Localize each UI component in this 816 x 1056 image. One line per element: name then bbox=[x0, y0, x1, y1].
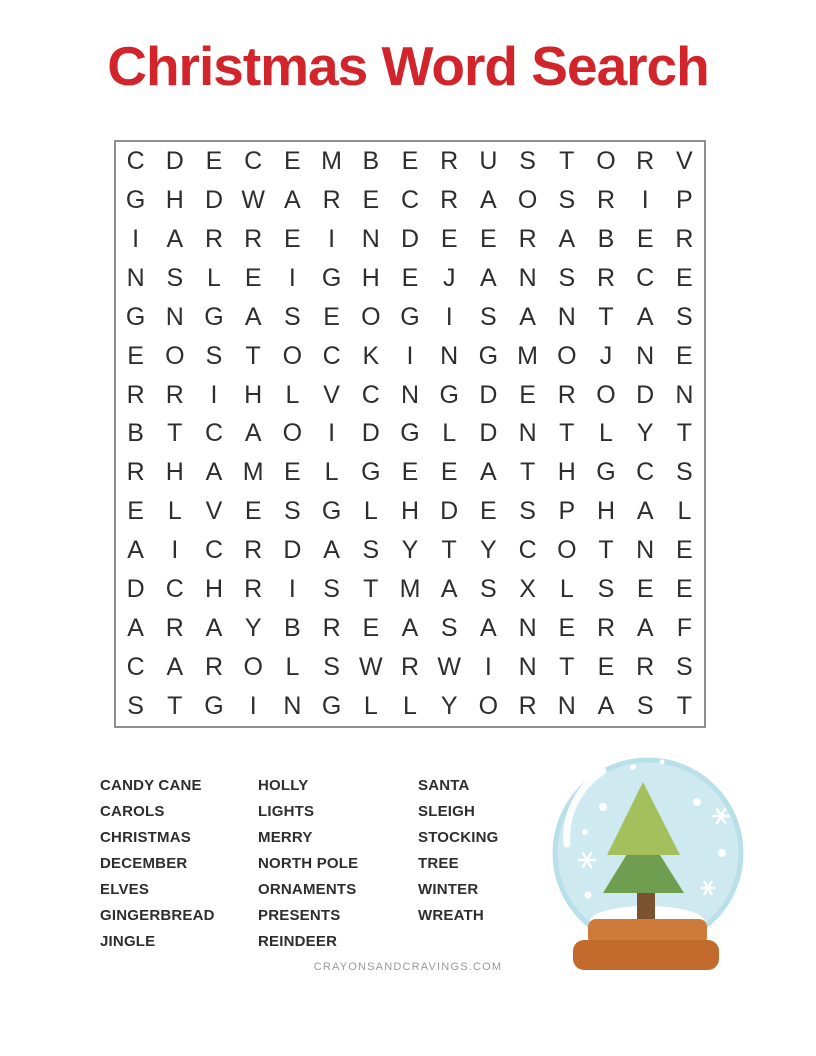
grid-cell: C bbox=[636, 458, 655, 487]
grid-cell: O bbox=[557, 536, 577, 565]
grid-cell: N bbox=[636, 341, 655, 370]
grid-cell: T bbox=[441, 536, 457, 565]
grid-cell: O bbox=[165, 341, 185, 370]
grid-cell: A bbox=[166, 224, 184, 253]
grid-cell: S bbox=[676, 458, 693, 487]
grid-cell: E bbox=[676, 341, 693, 370]
word-list-column bbox=[418, 773, 499, 929]
grid-cell: D bbox=[479, 419, 498, 448]
grid-cell: S bbox=[676, 302, 693, 331]
grid-cell: C bbox=[636, 263, 655, 292]
grid-cell: D bbox=[204, 185, 224, 214]
grid-cell: T bbox=[519, 458, 536, 487]
grid-cell: W bbox=[437, 653, 461, 682]
grid-cell: T bbox=[559, 419, 575, 448]
grid-cell: C bbox=[165, 575, 184, 604]
grid-cell: E bbox=[597, 653, 615, 682]
grid-cell: L bbox=[559, 575, 574, 604]
grid-cell: A bbox=[127, 614, 144, 643]
grid-cell: N bbox=[518, 419, 537, 448]
grid-cell: M bbox=[242, 458, 264, 487]
footer-url: CRAYONSANDCRAVINGS.COM bbox=[313, 961, 503, 973]
grid-cell: O bbox=[557, 341, 577, 370]
word-list-item: ELVES bbox=[100, 881, 150, 898]
grid-cell: A bbox=[205, 458, 223, 487]
word-list-item: SANTA bbox=[418, 777, 470, 794]
grid-cell: T bbox=[363, 575, 379, 604]
grid-cell: O bbox=[478, 692, 499, 721]
word-list-item: PRESENTS bbox=[258, 907, 341, 924]
grid-cell: C bbox=[204, 536, 224, 565]
grid-cell: S bbox=[362, 536, 380, 565]
grid-cell: S bbox=[558, 263, 576, 292]
grid-cell: N bbox=[400, 380, 420, 409]
word-list-item: ORNAMENTS bbox=[258, 881, 357, 898]
grid-cell: L bbox=[207, 263, 221, 292]
word-list-item: DECEMBER bbox=[100, 855, 188, 872]
grid-cell: E bbox=[284, 146, 301, 175]
grid-cell: R bbox=[244, 536, 263, 565]
grid-cell: G bbox=[596, 458, 616, 487]
grid-cell: S bbox=[284, 497, 301, 526]
grid-cell: C bbox=[204, 419, 224, 448]
grid-cell: N bbox=[518, 653, 537, 682]
grid-cell: R bbox=[518, 692, 537, 721]
grid-cell: W bbox=[358, 653, 383, 682]
grid-cell: G bbox=[321, 263, 342, 292]
word-list-item: REINDEER bbox=[258, 933, 338, 950]
grid-cell: A bbox=[636, 614, 654, 643]
grid-cell: E bbox=[362, 185, 380, 214]
grid-cell: R bbox=[126, 458, 145, 487]
word-list-item: CANDY CANE bbox=[100, 777, 202, 794]
grid-cell: V bbox=[205, 497, 223, 526]
grid-cell: I bbox=[328, 224, 336, 253]
grid-cell: R bbox=[440, 185, 459, 214]
grid-cell: G bbox=[321, 692, 342, 721]
grid-cell: A bbox=[480, 614, 497, 643]
grid-cell: A bbox=[480, 458, 497, 487]
grid-cell: B bbox=[284, 614, 301, 643]
grid-cell: H bbox=[165, 458, 184, 487]
grid-cell: M bbox=[321, 146, 342, 175]
word-list-item: HOLLY bbox=[258, 777, 309, 794]
grid-cell: O bbox=[282, 341, 303, 370]
grid-cell: L bbox=[363, 497, 378, 526]
grid-cell: W bbox=[241, 185, 265, 214]
grid-cell: E bbox=[244, 497, 262, 526]
grid-cell: G bbox=[361, 458, 381, 487]
word-list-column bbox=[100, 773, 215, 955]
grid-cell: P bbox=[558, 497, 576, 526]
grid-cell: M bbox=[399, 575, 421, 604]
grid-cell: A bbox=[205, 614, 223, 643]
word-list-item: STOCKING bbox=[418, 829, 499, 846]
grid-cell: L bbox=[324, 458, 339, 487]
grid-cell: D bbox=[479, 380, 498, 409]
grid-cell: J bbox=[442, 263, 456, 292]
grid-cell: O bbox=[596, 380, 616, 409]
grid-cell: S bbox=[480, 302, 497, 331]
grid-cell: A bbox=[244, 302, 262, 331]
grid-cell: S bbox=[519, 497, 536, 526]
grid-cell: H bbox=[361, 263, 380, 292]
grid-cell: U bbox=[479, 146, 498, 175]
grid-cell: R bbox=[636, 653, 655, 682]
grid-cell: C bbox=[518, 536, 537, 565]
grid-cell: R bbox=[204, 224, 224, 253]
grid-cell: T bbox=[559, 653, 575, 682]
grid-cell: A bbox=[440, 575, 458, 604]
grid-cell: A bbox=[284, 185, 301, 214]
grid-cell: E bbox=[676, 263, 693, 292]
grid-cell: E bbox=[284, 458, 301, 487]
word-list-item: CAROLS bbox=[100, 803, 165, 820]
grid-cell: A bbox=[323, 536, 340, 565]
word-list-item: LIGHTS bbox=[258, 803, 315, 820]
grid-cell: V bbox=[323, 380, 340, 409]
grid-cell: T bbox=[167, 692, 183, 721]
grid-cell: V bbox=[676, 146, 693, 175]
grid-cell: E bbox=[676, 536, 693, 565]
grid-cell: N bbox=[283, 692, 302, 721]
grid-cell: T bbox=[598, 302, 614, 331]
grid-cell: R bbox=[596, 185, 616, 214]
grid-cell: D bbox=[126, 575, 145, 604]
grid-cell: E bbox=[401, 146, 419, 175]
grid-cell: R bbox=[518, 224, 537, 253]
grid-cell: A bbox=[244, 419, 262, 448]
grid-cell: Y bbox=[480, 536, 497, 565]
grid-cell: F bbox=[676, 614, 693, 643]
grid-cell: N bbox=[440, 341, 459, 370]
grid-cell: S bbox=[636, 692, 654, 721]
grid-cell: E bbox=[401, 458, 419, 487]
grid-cell: E bbox=[284, 224, 301, 253]
tree-trunk bbox=[637, 890, 655, 922]
grid-cell: S bbox=[127, 692, 144, 721]
grid-cell: N bbox=[165, 302, 184, 331]
grid-cell: T bbox=[676, 692, 693, 721]
grid-cell: R bbox=[322, 185, 341, 214]
grid-cell: S bbox=[323, 575, 340, 604]
grid-cell: R bbox=[322, 614, 341, 643]
grid-cell: I bbox=[445, 302, 453, 331]
grid-cell: C bbox=[126, 146, 145, 175]
grid-cell: E bbox=[127, 341, 144, 370]
grid-cell: I bbox=[641, 185, 649, 214]
grid-cell: O bbox=[517, 185, 538, 214]
grid-cell: O bbox=[596, 146, 616, 175]
grid-cell: G bbox=[400, 419, 420, 448]
grid-cell: G bbox=[478, 341, 499, 370]
grid-cell: R bbox=[596, 263, 616, 292]
grid-cell: I bbox=[210, 380, 218, 409]
grid-cell: R bbox=[400, 653, 420, 682]
grid-cell: S bbox=[480, 575, 497, 604]
grid-cell: N bbox=[518, 263, 537, 292]
grid-cell: S bbox=[284, 302, 301, 331]
page-title: Christmas Word Search bbox=[107, 35, 709, 97]
grid-cell: A bbox=[636, 302, 654, 331]
grid-cell: D bbox=[283, 536, 302, 565]
grid-cell: S bbox=[323, 653, 340, 682]
grid-cell: A bbox=[480, 185, 497, 214]
grid-cell: N bbox=[557, 302, 576, 331]
grid-cell: R bbox=[675, 224, 694, 253]
grid-cell: E bbox=[205, 146, 223, 175]
grid-cell: R bbox=[204, 653, 224, 682]
grid-cell: L bbox=[167, 497, 182, 526]
grid-cell: L bbox=[285, 380, 300, 409]
grid-cell: X bbox=[519, 575, 536, 604]
grid-cell: I bbox=[406, 341, 414, 370]
grid-cell: C bbox=[400, 185, 420, 214]
grid-cell: Y bbox=[401, 536, 419, 565]
grid-cell: D bbox=[400, 224, 420, 253]
grid-cell: E bbox=[519, 380, 536, 409]
grid-cell: R bbox=[244, 575, 263, 604]
grid-cell: R bbox=[440, 146, 459, 175]
grid-cell: N bbox=[518, 614, 537, 643]
grid-cell: I bbox=[484, 653, 492, 682]
grid-cell: R bbox=[596, 614, 616, 643]
grid-cell: H bbox=[400, 497, 420, 526]
grid-cell: Y bbox=[440, 692, 458, 721]
grid-cell: A bbox=[166, 653, 184, 682]
grid-cell: M bbox=[517, 341, 538, 370]
grid-cell: E bbox=[480, 497, 497, 526]
grid-cell: A bbox=[519, 302, 536, 331]
grid-cell: G bbox=[125, 302, 146, 331]
word-search-grid bbox=[114, 140, 706, 728]
grid-cell: D bbox=[361, 419, 380, 448]
grid-cell: S bbox=[205, 341, 223, 370]
grid-cell: N bbox=[636, 536, 655, 565]
grid-cell: B bbox=[127, 419, 144, 448]
grid-cell: L bbox=[285, 653, 300, 682]
grid-cell: D bbox=[636, 380, 655, 409]
grid-cell: C bbox=[361, 380, 380, 409]
grid-cell: T bbox=[245, 341, 261, 370]
grid-cell: L bbox=[442, 419, 457, 448]
word-list-item: NORTH POLE bbox=[258, 855, 359, 872]
word-list-item: TREE bbox=[418, 855, 459, 872]
grid-cell: A bbox=[127, 536, 144, 565]
grid-cell: S bbox=[676, 653, 693, 682]
grid-cell: T bbox=[598, 536, 614, 565]
grid-cell: H bbox=[596, 497, 616, 526]
grid-cell: H bbox=[204, 575, 224, 604]
grid-cell: T bbox=[167, 419, 183, 448]
grid-cell: E bbox=[676, 575, 693, 604]
grid-cell: S bbox=[519, 146, 536, 175]
grid-cell: B bbox=[362, 146, 380, 175]
word-list-item: JINGLE bbox=[100, 933, 156, 950]
grid-cell: E bbox=[636, 575, 654, 604]
word-list-item: WREATH bbox=[418, 907, 484, 924]
grid-cell: E bbox=[362, 614, 380, 643]
grid-cell: E bbox=[323, 302, 340, 331]
grid-cell: A bbox=[558, 224, 576, 253]
grid-cell: H bbox=[244, 380, 263, 409]
grid-cell: O bbox=[282, 419, 303, 448]
grid-cell: O bbox=[243, 653, 263, 682]
grid-cell: G bbox=[125, 185, 146, 214]
grid-cell: I bbox=[288, 263, 296, 292]
grid-cell: A bbox=[597, 692, 615, 721]
grid-cell: G bbox=[400, 302, 420, 331]
grid-cell: R bbox=[126, 380, 145, 409]
word-list-item: SLEIGH bbox=[418, 803, 476, 820]
grid-cell: G bbox=[439, 380, 459, 409]
grid-cell: E bbox=[558, 614, 576, 643]
grid-cell: L bbox=[403, 692, 417, 721]
grid-cell: A bbox=[480, 263, 497, 292]
grid-cell: I bbox=[249, 692, 257, 721]
grid-cell: S bbox=[558, 185, 576, 214]
grid-cell: E bbox=[440, 458, 458, 487]
grid-cell: E bbox=[244, 263, 262, 292]
grid-cell: I bbox=[328, 419, 336, 448]
grid-cell: E bbox=[480, 224, 497, 253]
grid-cell: O bbox=[361, 302, 381, 331]
word-list-item: MERRY bbox=[258, 829, 313, 846]
grid-cell: R bbox=[165, 380, 184, 409]
grid-cell: A bbox=[401, 614, 419, 643]
grid-cell: I bbox=[132, 224, 140, 253]
grid-cell: R bbox=[165, 614, 184, 643]
grid-cell: S bbox=[597, 575, 615, 604]
grid-cell: Y bbox=[244, 614, 262, 643]
grid-cell: N bbox=[126, 263, 145, 292]
grid-cell: Y bbox=[636, 419, 654, 448]
grid-cell: L bbox=[677, 497, 692, 526]
grid-cell: N bbox=[557, 692, 576, 721]
grid-cell: A bbox=[636, 497, 654, 526]
grid-cell: D bbox=[165, 146, 184, 175]
grid-cell: L bbox=[599, 419, 613, 448]
grid-cell: T bbox=[559, 146, 575, 175]
grid-cell: R bbox=[557, 380, 576, 409]
grid-cell: E bbox=[401, 263, 419, 292]
grid-cell: N bbox=[675, 380, 694, 409]
grid-cell: E bbox=[127, 497, 144, 526]
grid-cell: I bbox=[288, 575, 296, 604]
grid-cell: J bbox=[599, 341, 613, 370]
snow-globe-illustration bbox=[545, 740, 760, 985]
grid-cell: E bbox=[636, 224, 654, 253]
grid-cell: E bbox=[440, 224, 458, 253]
snow-globe-svg bbox=[545, 740, 760, 985]
grid-cell: C bbox=[322, 341, 341, 370]
word-list-column bbox=[258, 773, 358, 955]
word-list-item: CHRISTMAS bbox=[100, 829, 191, 846]
grid-cell: H bbox=[165, 185, 184, 214]
grid-cell: R bbox=[244, 224, 263, 253]
grid-cell: H bbox=[557, 458, 576, 487]
grid-cell: D bbox=[440, 497, 459, 526]
grid-cell: C bbox=[126, 653, 145, 682]
grid-cell: G bbox=[204, 692, 224, 721]
grid-cell: S bbox=[440, 614, 458, 643]
grid-cell: I bbox=[171, 536, 179, 565]
grid-cell: L bbox=[363, 692, 378, 721]
grid-cell: G bbox=[321, 497, 342, 526]
grid-cell: B bbox=[597, 224, 615, 253]
grid-cell: T bbox=[676, 419, 693, 448]
grid-cell: K bbox=[362, 341, 380, 370]
grid-cell: G bbox=[204, 302, 224, 331]
grid-cell: P bbox=[676, 185, 693, 214]
grid-cell: N bbox=[361, 224, 380, 253]
word-list-item: GINGERBREAD bbox=[100, 907, 215, 924]
grid-cell: C bbox=[244, 146, 263, 175]
grid-cell: S bbox=[166, 263, 184, 292]
grid-cell: R bbox=[636, 146, 655, 175]
word-list-item: WINTER bbox=[418, 881, 479, 898]
